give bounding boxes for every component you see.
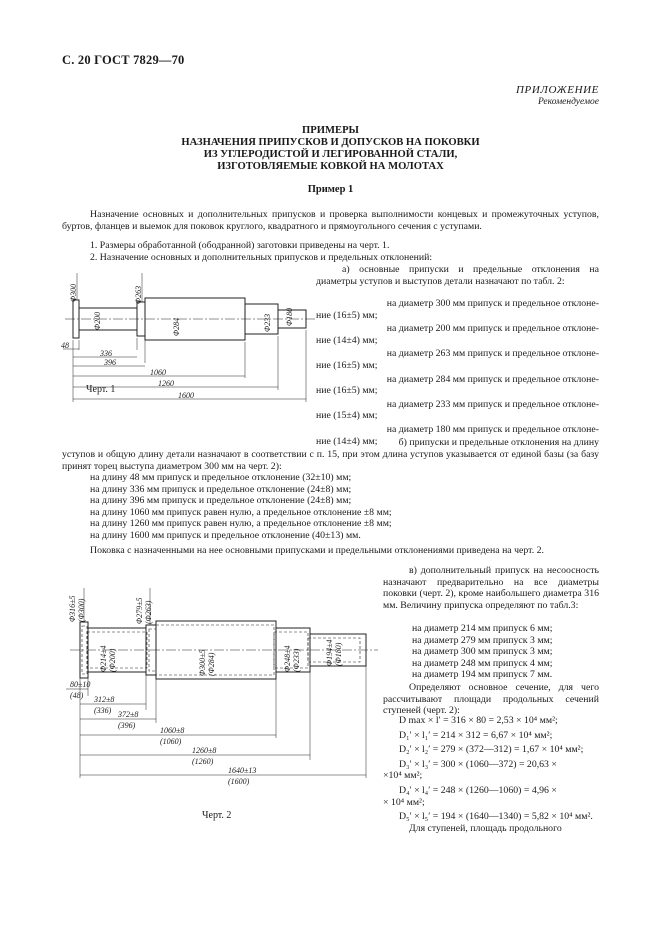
- fig2-len-label: (1060): [160, 737, 182, 746]
- fig2-diam-label: Φ279±5: [135, 597, 144, 624]
- equation-line: × 10⁴ мм²;: [383, 796, 425, 808]
- equation-line: ×10⁴ мм²;: [383, 770, 423, 782]
- fig1-diam-label: Φ180: [285, 307, 294, 326]
- extra-line: на диаметр 279 мм припуск 3 мм;: [412, 634, 553, 646]
- diam-line: на диаметр 233 мм припуск и предельное отклоне-: [386, 398, 599, 410]
- length-line: на длину 48 мм припуск и предельное отклонение (32±10) мм;: [90, 472, 352, 483]
- title-line: ПРИМЕРЫ: [302, 125, 359, 136]
- length-line: на длину 1260 мм припуск равен нулю, а предельное отклонение ±8 мм;: [90, 518, 392, 530]
- fig1-diam-label: Φ233: [263, 313, 272, 332]
- extra-line: на диаметр 248 мм припуск 4 мм;: [412, 657, 553, 669]
- fig2-diam-label: Φ300±5: [198, 649, 207, 676]
- fig1-len-label: 1600: [178, 391, 194, 400]
- fig2-len-label: 372±8: [118, 710, 139, 719]
- fig2-len-label: (1600): [228, 777, 250, 786]
- fig1-len-label: 336: [100, 349, 112, 358]
- forging-paragraph: Поковка с назначенными на нее основными припусками и предельными отклонениями приведена на черт. 2.: [90, 545, 544, 556]
- example-title: Пример 1: [307, 184, 354, 195]
- fig2-len-label: (48): [70, 691, 84, 700]
- equation-line: D₅′ × l₅′ = 194 × (1640—1340) = 5,82 × 10⁴ мм².: [399, 811, 593, 823]
- equation-line: D₄′ × l₄′ = 248 × (1260—1060) = 4,96 ×: [399, 784, 557, 796]
- fig2-diam-label: (Φ284): [207, 652, 216, 676]
- length-line: на длину 396 мм припуск и предельное отклонение (24±8) мм;: [90, 495, 352, 507]
- fig2-diam-label: Φ194±4: [325, 639, 334, 666]
- fig2-diam-label: (Φ263): [144, 600, 153, 624]
- fig1-diam-label: Φ263: [134, 285, 143, 304]
- area-equations: [383, 715, 599, 834]
- diam-line: ние (16±5) мм;: [316, 385, 378, 397]
- diam-line: на диаметр 300 мм припуск и предельное отклоне-: [386, 298, 599, 309]
- page-header: С. 20 ГОСТ 7829—70: [62, 53, 185, 67]
- item-1: 1. Размеры обработанной (ободранной) заготовки приведены на черт. 1.: [90, 240, 390, 251]
- fig2-diam-label: (Φ180): [334, 642, 343, 666]
- extra-allowance-list: [412, 623, 552, 681]
- diam-line: на диаметр 180 мм припуск и предельное отклоне-: [386, 423, 599, 435]
- appendix-title: ПРИЛОЖЕНИЕ: [516, 84, 599, 96]
- figure-2-drawing: [60, 578, 380, 800]
- fig1-len-label: 396: [104, 358, 116, 367]
- fig1-diam-label: Φ200: [93, 311, 102, 330]
- fig2-diam-label: Φ316±5: [68, 595, 77, 622]
- item-b-rest: уступов и общую длину детали назначают в соответствии с п. 15, при этом длина уступов указывается от единой базы (за базу принят торец выступа диаметром 300 мм на черт. 2):: [62, 449, 599, 472]
- diam-line: ние (15±4) мм;: [316, 410, 378, 422]
- length-line: на длину 1060 мм припуск равен нулю, а предельное отклонение ±8 мм;: [90, 506, 392, 518]
- appendix-label: [516, 84, 599, 108]
- equation-line: Для ступеней, площадь продольного: [409, 822, 562, 834]
- extra-line: на диаметр 194 мм припуск 7 мм.: [412, 669, 553, 681]
- document-title: [60, 125, 601, 173]
- diam-line: ние (14±4) мм;: [316, 334, 378, 346]
- extra-line: на диаметр 214 мм припуск 6 мм;: [412, 623, 553, 634]
- fig1-len-label: 1260: [158, 379, 174, 388]
- figure-1-caption: Черт. 1: [86, 384, 116, 395]
- fig2-diam-label: (Φ200): [108, 648, 117, 672]
- diam-line: на диаметр 200 мм припуск и предельное отклоне-: [386, 323, 599, 335]
- title-line: НАЗНАЧЕНИЯ ПРИПУСКОВ И ДОПУСКОВ НА ПОКОВКИ: [181, 137, 480, 148]
- fig1-len-label: 1060: [150, 368, 166, 377]
- section-paragraph: Определяют основное сечение, для чего рассчитывают площади продольных сечений ступеней (черт. 2):: [383, 682, 599, 717]
- fig2-len-label: (396): [118, 721, 136, 730]
- length-line: на длину 1600 мм припуск и предельное отклонение (40±13) мм.: [90, 529, 361, 541]
- fig2-len-label: 80±10: [70, 680, 91, 689]
- fig2-len-label: 1060±8: [160, 726, 185, 735]
- length-allowance-list: [90, 472, 392, 542]
- diam-line: ние (16±5) мм;: [316, 309, 378, 321]
- fig2-len-label: (336): [94, 706, 112, 715]
- fig2-diam-label: (Φ300): [77, 598, 86, 622]
- item-b-first: б) припуски и предельные отклонения на длину: [398, 437, 599, 448]
- diam-line: на диаметр 263 мм припуск и предельное отклоне-: [386, 348, 599, 360]
- fig1-diam-label: Φ300: [69, 283, 78, 302]
- item-c: в) дополнительный припуск на несоосность назначают предварительно на все диаметры поковки (черт. 2), кроме наибольшего диаметра 316 мм. Величину припуска определяют по табл.3:: [383, 565, 599, 611]
- fig2-len-label: (1260): [192, 757, 214, 766]
- item-a: а) основные припуски и предельные отклонения на диаметры уступов и выступов детали назначают по табл. 2:: [316, 264, 599, 287]
- diameter-allowance-list: [316, 298, 599, 447]
- equation-line: D₃′ × l₃′ = 300 × (1060—372) = 20,63 ×: [399, 758, 557, 770]
- fig2-len-label: 1260±8: [192, 746, 217, 755]
- fig1-diam-label: Φ284: [172, 317, 181, 336]
- length-line: на длину 336 мм припуск и предельное отклонение (24±8) мм;: [90, 483, 352, 495]
- fig2-diam-label: (Φ233): [292, 648, 301, 672]
- title-line: ИЗ УГЛЕРОДИСТОЙ И ЛЕГИРОВАННОЙ СТАЛИ,: [203, 149, 458, 160]
- appendix-subtitle: Рекомендуемое: [537, 97, 599, 107]
- diam-line: ние (14±4) мм;: [316, 435, 378, 447]
- equation-line: D₂′ × l₂′ = 279 × (372—312) = 1,67 × 10⁴ мм²;: [399, 744, 584, 756]
- item-2: 2. Назначение основных и дополнительных припусков и предельных отклонений:: [90, 252, 433, 263]
- equation-line: D₁′ × l₁′ = 214 × 312 = 6,67 × 10⁴ мм²;: [399, 729, 553, 741]
- equation-line: D max × l′ = 316 × 80 = 2,53 × 10⁴ мм²;: [399, 715, 558, 726]
- extra-line: на диаметр 300 мм припуск 3 мм;: [412, 646, 553, 658]
- fig2-len-label: 312±8: [94, 695, 115, 704]
- fig2-diam-label: Φ214±4: [99, 645, 108, 672]
- diam-line: на диаметр 284 мм припуск и предельное отклоне-: [386, 373, 599, 385]
- figure-2-caption: Черт. 2: [202, 810, 232, 821]
- diam-line: ние (16±5) мм;: [316, 359, 378, 371]
- title-line: ИЗГОТОВЛЯЕМЫЕ КОВКОЙ НА МОЛОТАХ: [217, 161, 444, 172]
- fig2-len-label: 1640±13: [228, 766, 257, 775]
- fig2-diam-label: Φ248±4: [283, 645, 292, 672]
- intro-paragraph: Назначение основных и дополнительных припусков и проверка выполнимости концевых и промежуточных уступов, буртов, фланцев и выемок для поковок круглого, квадратного и прямоугольного сечения с уступами.: [62, 209, 599, 232]
- fig1-len-label: 48: [61, 341, 69, 350]
